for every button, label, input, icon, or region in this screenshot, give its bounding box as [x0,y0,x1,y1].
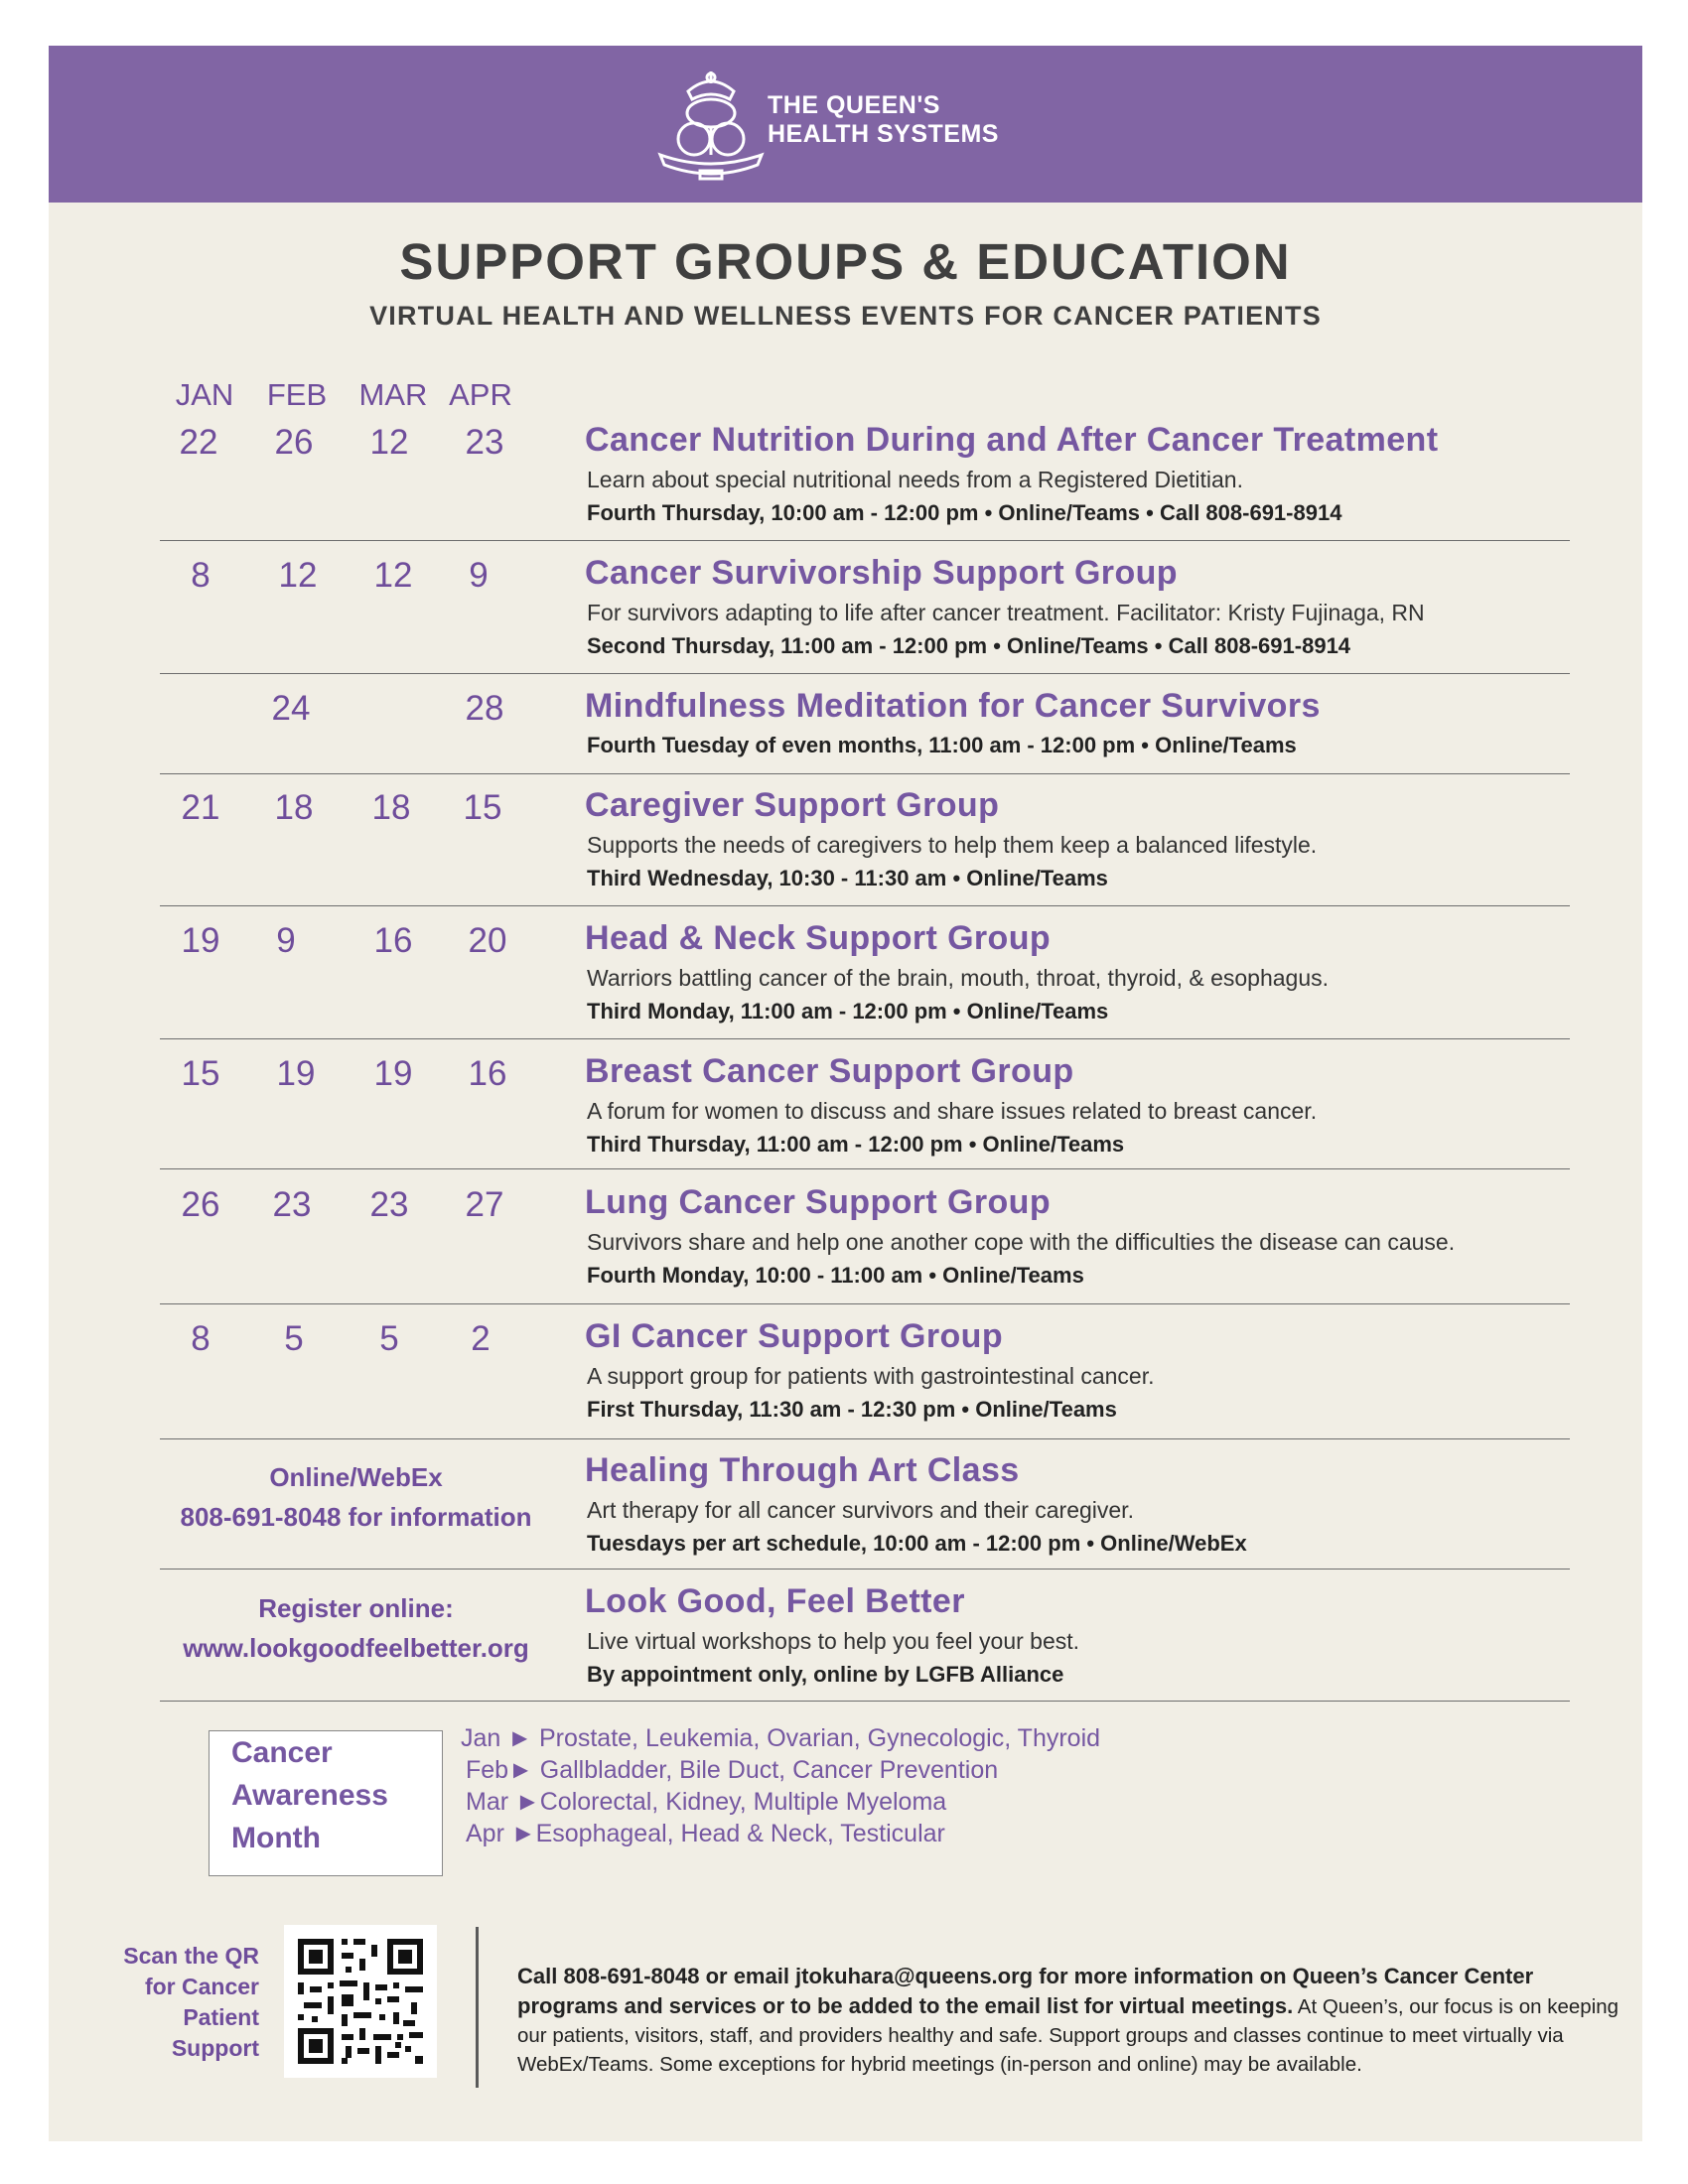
event-description: Warriors battling cancer of the brain, mouth, throat, thyroid, & esophagus. [587,965,1330,991]
event-schedule: First Thursday, 11:30 am - 12:30 pm • Online/Teams [587,1397,1117,1422]
event-row [160,556,1570,674]
logo-wordmark [768,91,999,149]
qr-label-line: Scan the QR [123,1943,259,1969]
logo-line-1: THE QUEEN'S [768,91,940,119]
event-description: Supports the needs of caregivers to help them keep a balanced lifestyle. [587,832,1318,858]
date-feb: 23 [272,1185,312,1224]
date-feb: 18 [274,788,314,827]
date-mar: 5 [379,1319,399,1358]
event-description: For survivors adapting to life after cancer treatment. Facilitator: Kristy Fujinaga, RN [587,600,1425,625]
event-row [160,1185,1570,1304]
event-schedule: Third Thursday, 11:00 am - 12:00 pm • Online/Teams [587,1132,1125,1157]
date-jan: 8 [191,556,211,595]
month-header-feb: FEB [266,377,328,412]
date-mar: 12 [369,423,409,462]
event-schedule: Third Wednesday, 10:30 - 11:30 am • Online/Teams [587,866,1108,890]
event-title: Lung Cancer Support Group [585,1183,1051,1221]
awareness-month-box [209,1730,443,1876]
event-schedule: By appointment only, online by LGFB Alliance [587,1662,1064,1687]
date-apr: 15 [463,788,502,827]
date-jan: 19 [181,921,220,960]
qr-label-line: for Cancer [144,1974,259,1999]
date-apr: 23 [465,423,504,462]
date-feb: 26 [274,423,314,462]
awareness-month: Feb► [466,1756,533,1784]
month-header-apr: APR [449,377,512,412]
date-feb: 24 [271,689,311,728]
footer-divider [476,1927,479,2088]
awareness-month: Jan ► [461,1724,532,1752]
art-class-contact-line-1: Online/WebEx [269,1462,443,1492]
date-jan: 8 [191,1319,211,1358]
event-schedule: Third Monday, 11:00 am - 12:00 pm • Online/Teams [587,999,1109,1024]
event-title: Head & Neck Support Group [585,919,1052,957]
page-title: SUPPORT GROUPS & EDUCATION [399,233,1292,290]
logo-line-2: HEALTH SYSTEMS [768,120,999,148]
awareness-line-1: Cancer [231,1736,333,1769]
flyer-page [49,46,1642,2141]
date-apr: 16 [468,1054,507,1093]
qr-label-line: Support [171,2035,259,2061]
event-row [160,788,1570,906]
art-class-row [160,1453,1570,1570]
art-class-contact [160,1457,552,1537]
date-mar: 23 [369,1185,409,1224]
qr-label-line: Patient [183,2004,259,2030]
awareness-line-3: Month [231,1822,321,1854]
event-title: Look Good, Feel Better [585,1582,965,1620]
date-mar: 18 [371,788,411,827]
awareness-topics: Prostate, Leukemia, Ovarian, Gynecologic, Thyroid [532,1724,1101,1752]
register-link[interactable]: www.lookgoodfeelbetter.org [183,1633,529,1663]
awareness-item [461,1754,1100,1786]
footer-info [517,1962,1619,2079]
awareness-line-2: Awareness [231,1779,388,1812]
register-line-1: Register online: [258,1593,454,1623]
date-feb: 5 [284,1319,304,1358]
footer-note: At Queen’s, our focus is on keeping our patients, visitors, staff, and providers healthy and safe. Support groups and classes continue to meet virtually via WebEx/Teams. Some exceptions for hybrid meetings (in-person and online) may be available. [517,1995,1619,2076]
event-title: Healing Through Art Class [585,1451,1020,1489]
awareness-month: Mar ► [466,1788,540,1816]
awareness-topics: Gallbladder, Bile Duct, Cancer Prevention [532,1756,999,1784]
event-row [160,423,1570,541]
date-apr: 9 [469,556,489,595]
date-jan: 22 [179,423,218,462]
event-row [160,1054,1570,1169]
date-feb: 9 [276,921,296,960]
event-row [160,1319,1570,1439]
event-schedule: Second Thursday, 11:00 am - 12:00 pm • Online/Teams • Call 808-691-8914 [587,633,1351,658]
date-jan: 21 [181,788,220,827]
header-banner [49,46,1642,203]
qr-code[interactable] [284,1925,437,2078]
event-description: Survivors share and help one another cope with the difficulties the disease can cause. [587,1229,1456,1255]
footer-contact: Call 808-691-8048 or email jtokuhara@queens.org for more information on Queen’s Cancer Center programs and services or to be added to the email list for virtual meetings. [517,1964,1534,2018]
date-mar: 12 [373,556,413,595]
date-apr: 28 [465,689,504,728]
event-description: Learn about special nutritional needs from a Registered Dietitian. [587,467,1243,492]
crest-icon [650,69,772,181]
date-feb: 19 [276,1054,316,1093]
qr-label [108,1941,259,2064]
event-title: GI Cancer Support Group [585,1317,1004,1355]
awareness-month: Apr ► [466,1820,536,1847]
awareness-item [461,1722,1100,1754]
date-jan: 15 [181,1054,220,1093]
awareness-item [461,1818,1100,1849]
event-description: A support group for patients with gastrointestinal cancer. [587,1363,1155,1389]
event-schedule: Tuesdays per art schedule, 10:00 am - 12:00 pm • Online/WebEx [587,1531,1247,1556]
month-header-jan: JAN [175,377,234,412]
event-row [160,689,1570,774]
event-description: Live virtual workshops to help you feel your best. [587,1628,1080,1654]
awareness-list [461,1722,1100,1849]
look-good-row [160,1584,1570,1702]
page-subtitle: VIRTUAL HEALTH AND WELLNESS EVENTS FOR CANCER PATIENTS [369,301,1322,331]
event-title: Mindfulness Meditation for Cancer Survivors [585,687,1321,725]
date-feb: 12 [278,556,318,595]
event-row [160,921,1570,1039]
date-jan: 26 [181,1185,220,1224]
event-description: Art therapy for all cancer survivors and their caregiver. [587,1497,1134,1523]
awareness-item [461,1786,1100,1818]
event-schedule: Fourth Monday, 10:00 - 11:00 am • Online/Teams [587,1263,1084,1288]
art-class-contact-line-2: 808-691-8048 for information [180,1502,532,1532]
event-schedule: Fourth Tuesday of even months, 11:00 am - 12:00 pm • Online/Teams [587,733,1297,757]
event-description: A forum for women to discuss and share issues related to breast cancer. [587,1098,1318,1124]
register-info [160,1588,552,1668]
awareness-topics: Esophageal, Head & Neck, Testicular [535,1820,945,1847]
date-apr: 20 [468,921,507,960]
event-schedule: Fourth Thursday, 10:00 am - 12:00 pm • Online/Teams • Call 808-691-8914 [587,500,1342,525]
event-title: Cancer Survivorship Support Group [585,554,1178,592]
awareness-topics: Colorectal, Kidney, Multiple Myeloma [539,1788,947,1816]
qr-code-icon [284,1925,437,2078]
date-apr: 2 [471,1319,491,1358]
event-title: Caregiver Support Group [585,786,1000,824]
date-mar: 19 [373,1054,413,1093]
date-apr: 27 [465,1185,504,1224]
month-header-mar: MAR [358,377,428,412]
event-title: Cancer Nutrition During and After Cancer Treatment [585,421,1439,459]
date-mar: 16 [373,921,413,960]
event-title: Breast Cancer Support Group [585,1052,1074,1090]
